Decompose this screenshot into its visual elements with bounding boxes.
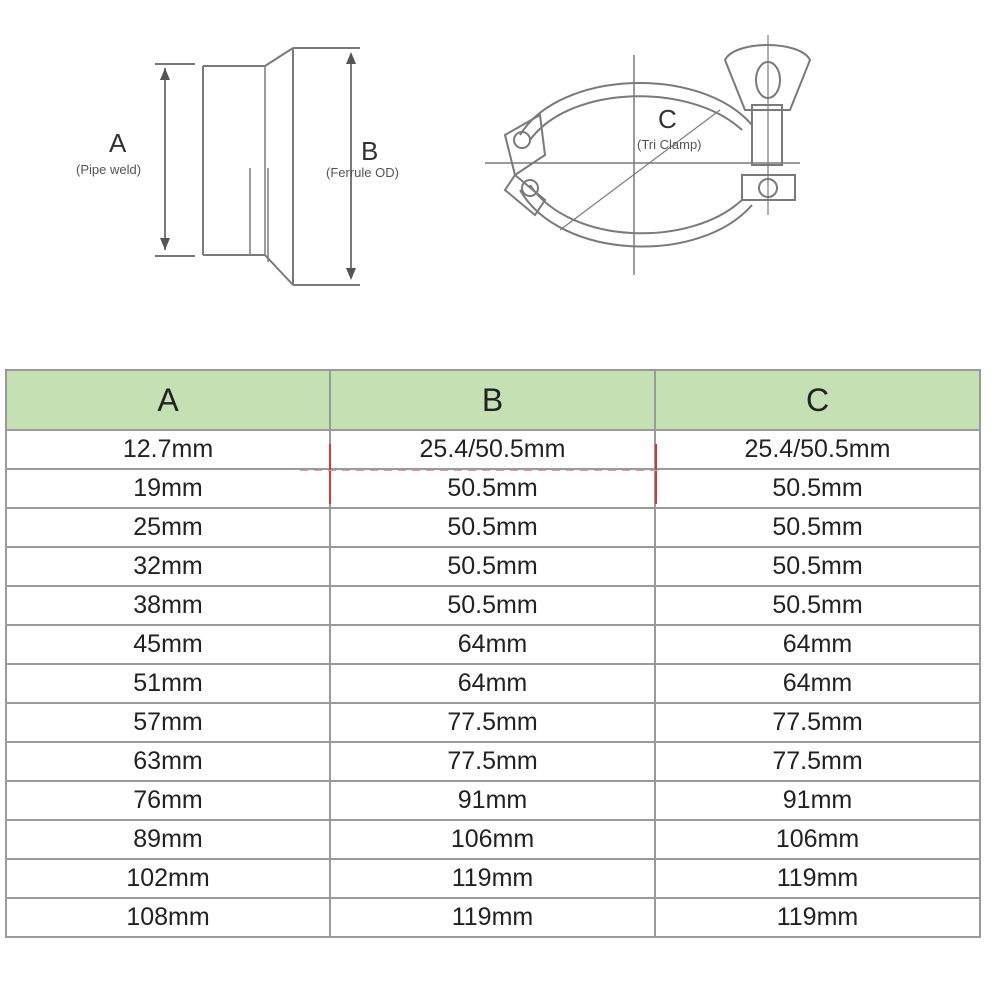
table-row: [6, 664, 980, 703]
cell-b: 119mm: [330, 898, 655, 937]
dimension-label-b: B: [361, 136, 379, 166]
dimension-label-c-caption: (Tri Clamp): [637, 137, 702, 152]
dimension-label-c: C: [658, 104, 677, 134]
table-row: [6, 586, 980, 625]
table-row: [6, 430, 980, 469]
cell-a: 63mm: [6, 742, 330, 781]
table-row: [6, 469, 980, 508]
dimension-diagram: [0, 0, 1000, 340]
table-row: [6, 781, 980, 820]
table-row: [6, 508, 980, 547]
cell-b: 106mm: [330, 820, 655, 859]
table-row: [6, 547, 980, 586]
cell-b: 50.5mm: [330, 547, 655, 586]
table-header-row: [6, 370, 980, 430]
cell-c: 119mm: [655, 898, 980, 937]
cell-a: 38mm: [6, 586, 330, 625]
column-header-c: C: [655, 370, 980, 430]
red-dashed-marker: [300, 470, 660, 471]
cell-c: 50.5mm: [655, 469, 980, 508]
column-header-b: B: [330, 370, 655, 430]
red-marker-line: [655, 444, 657, 504]
dimension-label-b-caption: (Ferrule OD): [326, 165, 399, 180]
cell-a: 76mm: [6, 781, 330, 820]
table-row: [6, 859, 980, 898]
cell-c: 91mm: [655, 781, 980, 820]
cell-b: 64mm: [330, 664, 655, 703]
cell-b: 119mm: [330, 859, 655, 898]
table-row: [6, 625, 980, 664]
ferrule-and-clamp-drawing: [0, 0, 1000, 340]
cell-a: 89mm: [6, 820, 330, 859]
cell-a: 108mm: [6, 898, 330, 937]
table-row: [6, 703, 980, 742]
cell-c: 50.5mm: [655, 547, 980, 586]
cell-c: 106mm: [655, 820, 980, 859]
cell-a: 57mm: [6, 703, 330, 742]
cell-b: 64mm: [330, 625, 655, 664]
cell-a: 45mm: [6, 625, 330, 664]
cell-b: 50.5mm: [330, 508, 655, 547]
cell-a: 51mm: [6, 664, 330, 703]
cell-b: 50.5mm: [330, 586, 655, 625]
cell-c: 77.5mm: [655, 742, 980, 781]
cell-c: 25.4/50.5mm: [655, 430, 980, 469]
cell-c: 50.5mm: [655, 508, 980, 547]
size-spec-table: [5, 369, 981, 938]
cell-a: 32mm: [6, 547, 330, 586]
cell-b: 91mm: [330, 781, 655, 820]
cell-c: 64mm: [655, 664, 980, 703]
cell-a: 25mm: [6, 508, 330, 547]
cell-a: 12.7mm: [6, 430, 330, 469]
cell-c: 50.5mm: [655, 586, 980, 625]
cell-b: 77.5mm: [330, 742, 655, 781]
column-header-a: A: [6, 370, 330, 430]
dimension-label-a: A: [109, 128, 127, 158]
table-row: [6, 820, 980, 859]
cell-a: 102mm: [6, 859, 330, 898]
cell-c: 119mm: [655, 859, 980, 898]
tri-clamp-drawing: [485, 35, 810, 275]
cell-b: 25.4/50.5mm: [330, 430, 655, 469]
cell-b: 50.5mm: [330, 469, 655, 508]
cell-b: 77.5mm: [330, 703, 655, 742]
cell-c: 77.5mm: [655, 703, 980, 742]
dimension-label-a-caption: (Pipe weld): [76, 162, 142, 177]
red-marker-line: [329, 444, 331, 504]
table-row: [6, 742, 980, 781]
table-row: [6, 898, 980, 937]
cell-a: 19mm: [6, 469, 330, 508]
cell-c: 64mm: [655, 625, 980, 664]
